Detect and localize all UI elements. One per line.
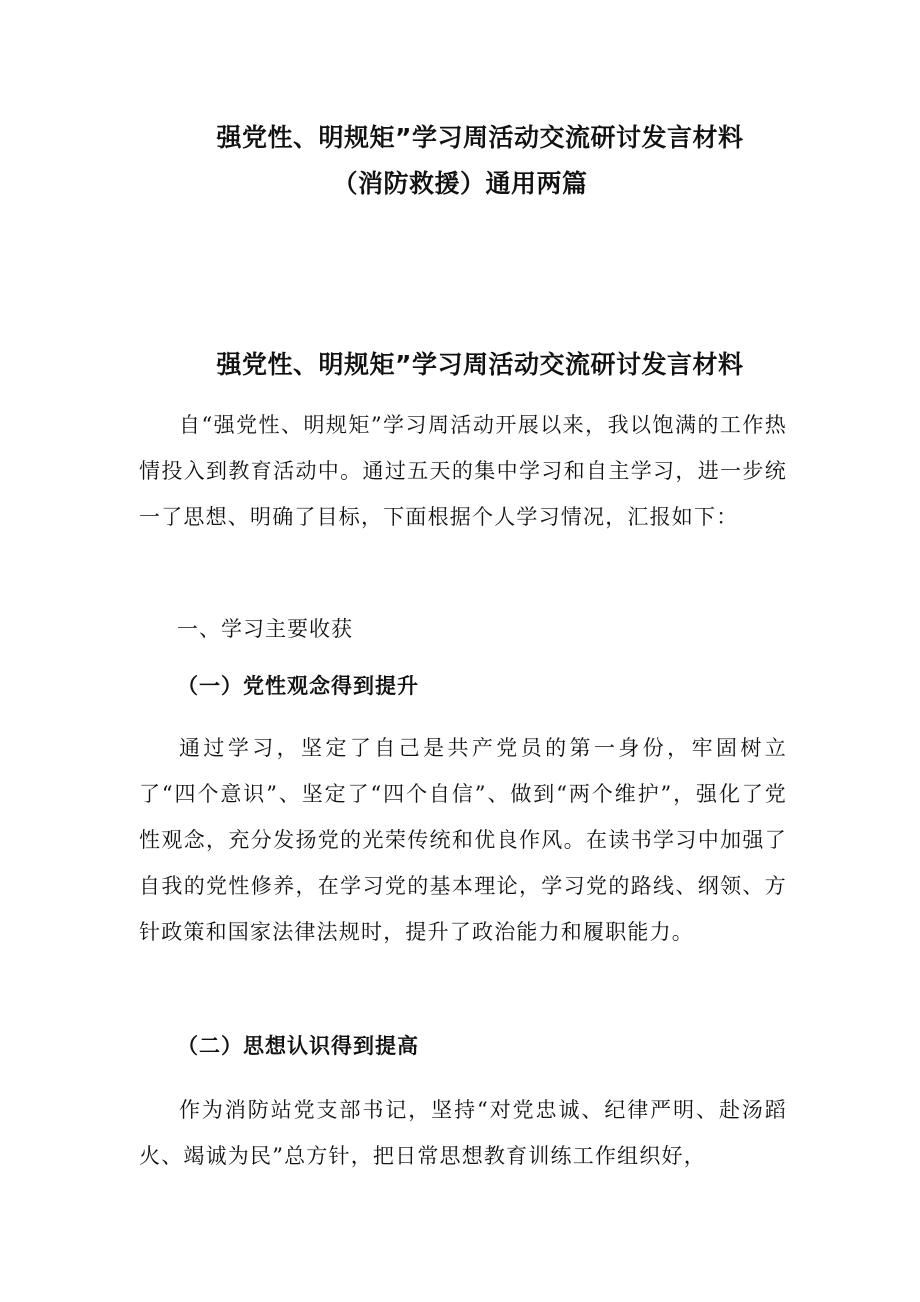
document-title-line-2: （消防救援）通用两篇 — [332, 169, 588, 198]
paragraph-party-spirit: 通过学习，坚定了自己是共产党员的第一身份，牢固树立了“四个意识”、坚定了“四个自信”、做到“两个维护”，强化了党性观念，充分发扬党的光荣传统和优良作风。在读书学习中加强了自我的党性修养，在学习党的基本理论，学习党的路线、纲领、方针政策和国家法律法规时，提升了政治能力和履职能力。 — [139, 736, 787, 944]
paragraph-ideological-awareness: 作为消防站党支部书记，坚持“对党忠诚、纪律严明、赴汤蹈火、竭诚为民”总方针，把日常思想教育训练工作组织好， — [139, 1098, 787, 1168]
subheading-party-spirit: （一）党性观念得到提升 — [177, 674, 419, 698]
subheading-ideological-awareness: （二）思想认识得到提高 — [177, 1034, 419, 1058]
intro-paragraph: 自“强党性、明规矩”学习周活动开展以来，我以饱满的工作热情投入到教育活动中。通过五天的集中学习和自主学习，进一步统一了思想、明确了目标，下面根据个人学习情况，汇报如下： — [139, 413, 787, 529]
heading-study-gains: 一、学习主要收获 — [177, 617, 353, 641]
section-title: 强党性、明规矩”学习周活动交流研讨发言材料 — [216, 350, 744, 379]
document-title-line-1: 强党性、明规矩”学习周活动交流研讨发言材料 — [216, 123, 744, 152]
